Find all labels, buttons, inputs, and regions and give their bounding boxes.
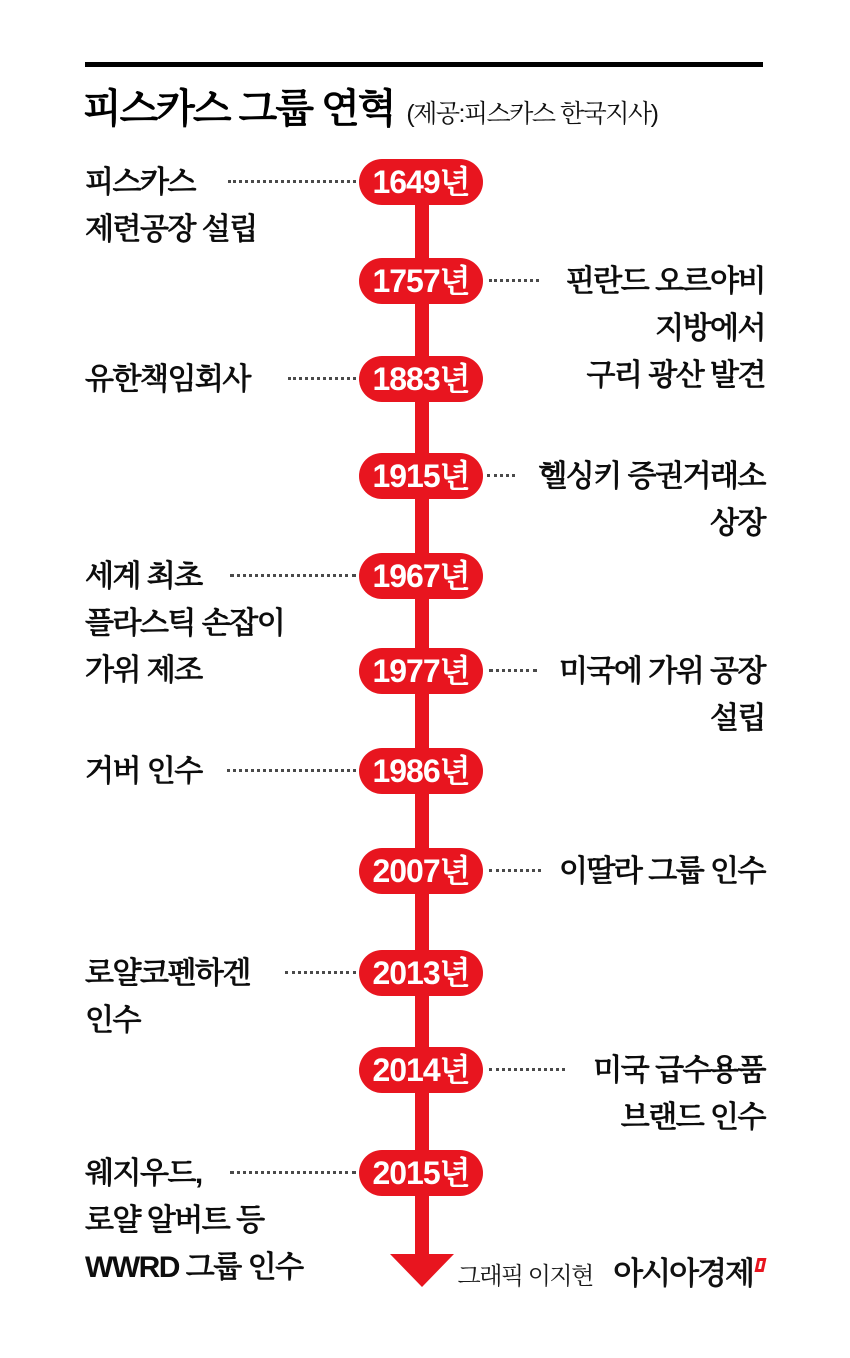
event-label-line: 미국 급수용품: [593, 1054, 765, 1087]
event-label-line: 가위 제조: [85, 654, 202, 687]
year-badge: 1986년: [359, 748, 483, 794]
year-badge: 1883년: [359, 356, 483, 402]
event-label: [487, 848, 765, 895]
event-label-line: 세계 최초: [85, 560, 202, 593]
year-badge: 2007년: [359, 848, 483, 894]
event-label-line: 제련공장 설립: [85, 213, 257, 246]
event-label: [85, 553, 357, 694]
year-badge: 1757년: [359, 258, 483, 304]
event-label-line: 상장: [710, 507, 765, 540]
event-label: [85, 748, 357, 795]
event-label-line: 핀란드 오르야비: [565, 265, 765, 298]
source-note: (제공:피스카스 한국지사): [406, 100, 658, 128]
event-label-line: 인수: [85, 1004, 140, 1037]
event-label-line: WWRD 그룹 인수: [85, 1251, 303, 1284]
event-label: [85, 159, 357, 253]
event-label-line: 유한책임회사: [85, 363, 250, 396]
event-label-line: 설립: [710, 702, 765, 735]
event-label-line: 헬싱키 증권거래소: [538, 460, 765, 493]
event-label: [85, 356, 357, 403]
year-badge: 2015년: [359, 1150, 483, 1196]
brand-logo-mark-icon: [755, 1258, 767, 1272]
top-rule: [85, 62, 763, 67]
header: [83, 77, 657, 134]
event-label-line: 미국에 가위 공장: [558, 655, 765, 688]
event-label-line: 이딸라 그룹 인수: [558, 855, 765, 888]
year-badge: 1977년: [359, 648, 483, 694]
event-label-line: 브랜드 인수: [620, 1101, 765, 1134]
timeline-axis-line: [415, 182, 429, 1260]
event-label-line: 플라스틱 손잡이: [85, 607, 285, 640]
year-badge: 1967년: [359, 553, 483, 599]
event-label: [487, 1047, 765, 1141]
event-label-line: 웨지우드,: [85, 1157, 202, 1190]
graphic-credit: 그래픽 이지현: [457, 1263, 593, 1290]
brand-logotype: 아시아경제: [613, 1256, 753, 1291]
event-label-line: 거버 인수: [85, 755, 202, 788]
page-title: 피스카스 그룹 연혁: [83, 87, 395, 131]
year-badge: 1915년: [359, 453, 483, 499]
event-label: [487, 648, 765, 742]
event-label-line: 지방에서: [655, 312, 765, 345]
event-label-line: 로얄코펜하겐: [85, 957, 250, 990]
event-label: [85, 950, 357, 1044]
footer: [290, 1248, 765, 1293]
event-label-line: 로얄 알버트 등: [85, 1204, 264, 1237]
event-label-line: 피스카스: [85, 166, 195, 199]
year-badge: 1649년: [359, 159, 483, 205]
event-label: [487, 258, 765, 399]
year-badge: 2013년: [359, 950, 483, 996]
event-label-line: 구리 광산 발견: [586, 359, 765, 392]
year-badge: 2014년: [359, 1047, 483, 1093]
event-label: [487, 453, 765, 547]
